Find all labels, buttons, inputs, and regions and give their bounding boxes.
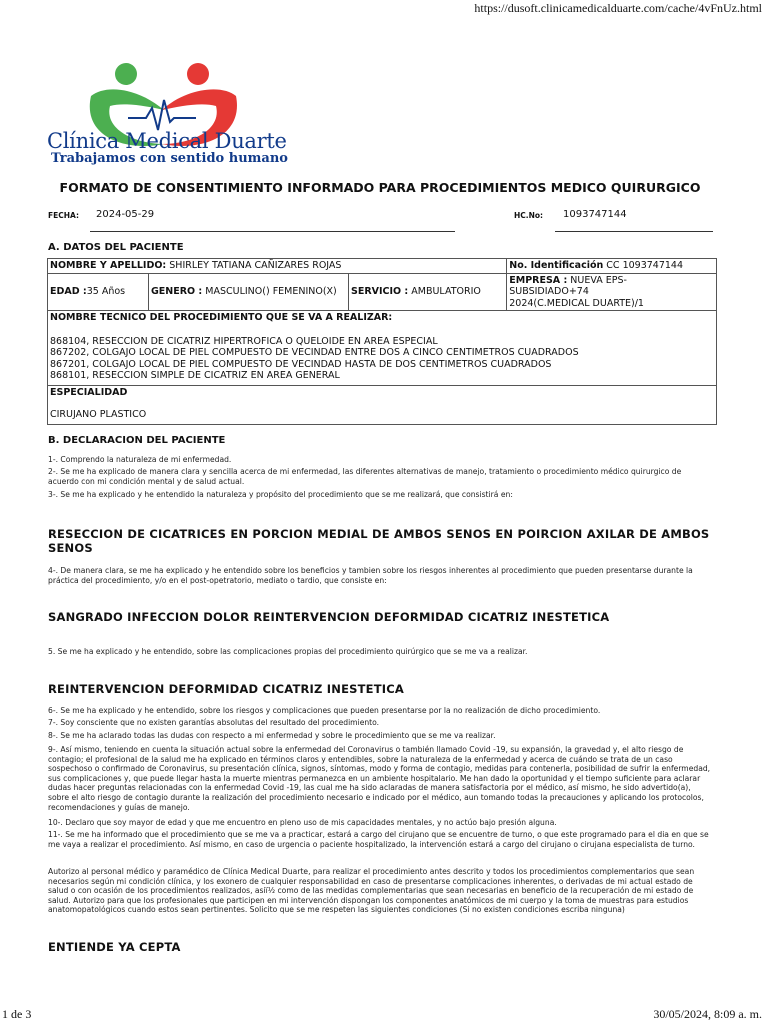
procedure-cell (48, 311, 717, 386)
especialidad-cell (48, 386, 717, 425)
patient-servicio: AMBULATORIO (411, 286, 481, 297)
procedure-item: 867201, COLGAJO LOCAL DE PIEL COMPUESTO DE VECINDAD HASTA DE DOS CENTIMETROS CUADRADOS (50, 358, 552, 370)
section-a-heading: A. DATOS DEL PACIENTE (48, 242, 184, 253)
document-title: FORMATO DE CONSENTIMIENTO INFORMADO PARA PROCEDIMIENTOS MEDICO QUIRURGICO (59, 180, 701, 195)
declaration-1: 1-. Comprendo la naturaleza de mi enfermedad. (48, 455, 232, 464)
fecha-underline (90, 231, 455, 232)
hc-value: 1093747144 (563, 209, 627, 220)
especialidad-label: ESPECIALIDAD (50, 387, 128, 398)
procedure-label: NOMBRE TECNICO DEL PROCEDIMIENTO QUE SE VA A REALIZAR: (50, 312, 393, 323)
empresa-cell (507, 273, 717, 311)
especialidad-value: CIRUJANO PLASTICO (50, 408, 147, 420)
authorization-paragraph: Autorizo al personal médico y paramédico de Clínica Medical Duarte, para realizar el procedimiento antes descrito y todos los procedimientos complementarios que sean necesarios según mi condición clínica, y los exonero de cualquier responsabilidad en caso de presentarse complicaciones inherentes, o derivadas de mi actual estado de salud o con ocasión de los procedimientos realizados, asiï½ como de las medidas complementarias que sean necesarias en beneficio de la recuperación de mi estado de salud. Autorizo para que los profesionales que participen en mi intervención dispongan los componentes anatómicos de mi cuerpo y la toma de muestras para estudios anatomopatológicos cuando estos sean pertinentes. Solicito que se me respeten las siguientes condiciones (Si no existen condiciones escriba ninguna) (48, 867, 695, 915)
patient-name: SHIRLEY TATIANA CAÑIZARES ROJAS (169, 260, 342, 271)
servicio-label: SERVICIO : (351, 286, 409, 297)
id-cell (507, 259, 717, 274)
procedure-item: 867202, COLGAJO LOCAL DE PIEL COMPUESTO DE VECINDAD ENTRE DOS A CINCO CENTIMETROS CUADRADOS (50, 347, 579, 358)
print-datetime: 30/05/2024, 8:09 a. m. (653, 1007, 762, 1021)
genero-label: GENERO : (151, 286, 203, 297)
hc-label: HC.No: (514, 211, 544, 220)
edad-cell (48, 273, 149, 311)
section-b-heading: B. DECLARACION DEL PACIENTE (48, 435, 226, 446)
id-label: No. Identificación (509, 260, 604, 271)
page-number: 1 de 3 (2, 1007, 32, 1021)
hc-underline (555, 231, 713, 232)
patient-edad: 35 Años (86, 286, 126, 297)
complications-description: REINTERVENCION DEFORMIDAD CICATRIZ INESTETICA (48, 682, 404, 696)
fecha-label: FECHA: (48, 211, 79, 220)
servicio-cell (349, 273, 507, 311)
page-url: https://dusoft.clinicamedicalduarte.com/cache/4vFnUz.html (474, 1, 762, 15)
patient-genero: MASCULINO() FEMENINO(X) (205, 286, 337, 297)
declaration-4: 4-. De manera clara, se me ha explicado y he entendido sobre los beneficios y tambien sobre los riesgos inherentes al procedimiento que pueden presentarse durante la práctica del procedimiento, y/o en el post-opetratorio, mediato o tardio, que consiste en: (48, 566, 693, 585)
genero-cell (149, 273, 349, 311)
declaration-11: 11-. Se me ha informado que el procedimiento que se me va a practicar, estará a cargo del cirujano que se encuentre de turno, o que este programado para el dia en que se me vaya a realizar el procedimiento. Así mismo, en caso de urgencia o paciente hospitalizado, la intervención estará a cargo del cirujano o cirujana especialista de turno. (48, 830, 709, 849)
clinic-tagline: Trabajamos con sentido humano (51, 151, 288, 166)
patient-data-table (47, 258, 717, 425)
declaration-8: 8-. Se me ha aclarado todas las dudas con respecto a mi enfermedad y sobre le procedimiento que se me va realizar. (48, 731, 496, 740)
risks-description: SANGRADO INFECCION DOLOR REINTERVENCION DEFORMIDAD CICATRIZ INESTETICA (48, 610, 610, 624)
name-label: NOMBRE Y APELLIDO: (50, 260, 167, 271)
declaration-9: 9-. Así mismo, teniendo en cuenta la situación actual sobre la enfermedad del Coronavirus o también llamado Covid -19, su expansión, la gravedad y, el alto riesgo de contagio; el profesional de la salud me ha explicado en términos claros y entendibles, sobre la naturaleza de la enfermedad y acerca de cuándo se trata de un caso sospechoso o confirmado de Coronavirus, su presentación clínica, signos, síntomas, modo y forma de contagio, medidas para contenerla, posibilidad de sufrir la enfermedad, sus complicaciones y, que puede llegar hasta la muerte mientras permanezca en un ambiente hospitalario. Me han dado la oportunidad y el tiempo suficiente para aclarar dudas hacer preguntas relacionadas con la enfermedad Covid -19, las cual me ha sido aclaradas de manera satisfactoria por el médico, así mismo, he sido advertido(a), sobre el alto riesgo de contagio durante la realización del procedimiento necesario e indicado por el médico, aun tomando todas la precauciones y aplicando los protocolos, recomendaciones y guías de manejo. (48, 745, 711, 812)
procedure-item: 868101, RESECCION SIMPLE DE CICATRIZ EN AREA GENERAL (50, 370, 340, 381)
procedure-item: 868104, RESECCION DE CICATRIZ HIPERTROFICA O QUELOIDE EN AREA ESPECIAL (50, 335, 438, 347)
empresa-label: EMPRESA : (509, 274, 568, 286)
edad-label: EDAD : (50, 286, 87, 297)
empresa-line-3: 2024(C.MEDICAL DUARTE)/1 (509, 297, 644, 309)
patient-id: CC 1093747144 (606, 260, 684, 271)
clinic-name: Clínica Medical Duarte (47, 129, 287, 153)
acceptance-statement: ENTIENDE YA CEPTA (48, 940, 181, 954)
empresa-line-1: NUEVA EPS- (570, 274, 627, 286)
fecha-value: 2024-05-29 (96, 209, 155, 220)
declaration-3: 3-. Se me ha explicado y he entendido la naturaleza y propósito del procedimiento que se me realizará, que consistirá en: (48, 490, 513, 499)
declaration-10: 10-. Declaro que soy mayor de edad y que me encuentro en pleno uso de mis capacidades mentales, y no actúo bajo presión alguna. (48, 818, 557, 827)
declaration-7: 7-. Soy consciente que no existen garantías absolutas del resultado del procedimiento. (48, 718, 380, 727)
name-cell (48, 259, 507, 274)
declaration-2: 2-. Se me ha explicado de manera clara y sencilla acerca de mi enfermedad, las diferentes alternativas de manejo, tratamiento o procedimiento médico quirurgico de acuerdo con mi condición mental y de salud actual. (48, 467, 682, 486)
procedure-description: RESECCION DE CICATRICES EN PORCION MEDIAL DE AMBOS SENOS EN POIRCION AXILAR DE AMBOS SENOS (48, 527, 710, 555)
declaration-6: 6-. Se me ha explicado y he entendido, sobre los riesgos y complicaciones que pueden presentarse por la no realización de dicho procedimiento. (48, 706, 601, 715)
empresa-line-2: SUBSIDIADO+74 (509, 286, 589, 297)
declaration-5: 5. Se me ha explicado y he entendido, sobre las complicaciones propias del procedimiento quirúrgico que se me va a realizar. (48, 647, 528, 656)
